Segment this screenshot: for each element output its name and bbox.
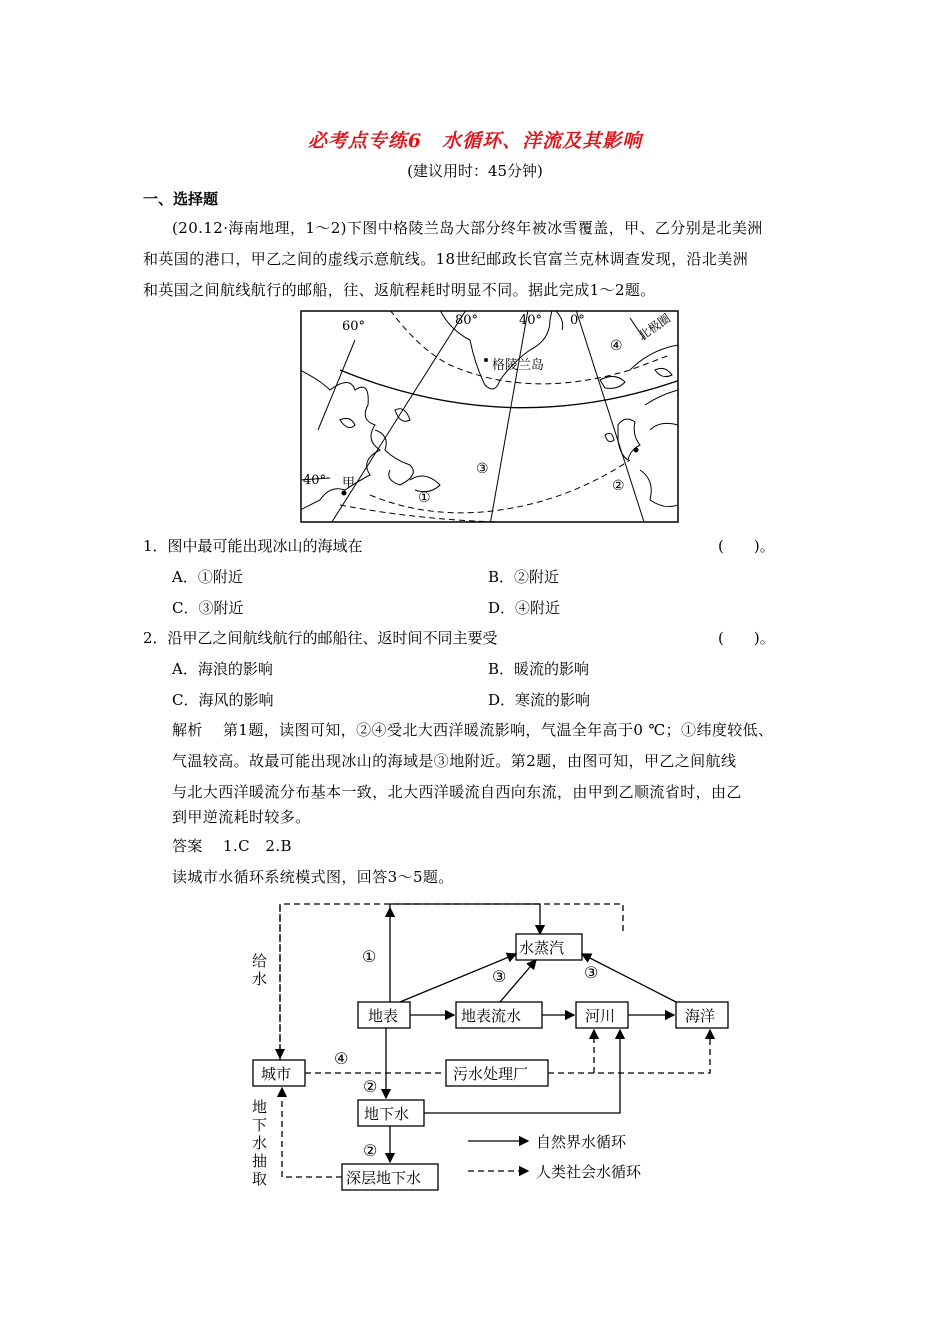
- intro-line-3: 和英国之间航线航行的邮船，往、返航程耗时明显不同。据此完成1～2题。: [143, 281, 656, 299]
- node-wastewater-plant: 污水处理厂: [453, 1065, 529, 1083]
- marker-2: ②: [612, 478, 625, 494]
- intro-2: 读城市水循环系统模式图，回答3～5题。: [172, 868, 454, 886]
- analysis-line-3: 与北大西洋暖流分布基本一致，北大西洋暖流自西向东流，由甲到乙顺流省时，由乙: [172, 783, 742, 801]
- answer-label: 答案: [172, 837, 203, 855]
- q1-option-c: C．③附近: [172, 599, 244, 617]
- mark-2b: ②: [363, 1141, 378, 1160]
- label-jia: 甲: [342, 476, 356, 491]
- analysis-line-1: 第1题，读图可知，②④受北大西洋暖流影响，气温全年高于0 ℃；①纬度较低、: [223, 721, 774, 739]
- north-atlantic-map: [300, 310, 680, 525]
- intro-line-1: (20.12·海南地理，1～2)下图中格陵兰岛大部分终年被冰雪覆盖，甲、乙分别是北美洲: [172, 219, 763, 237]
- label-lon0: 0°: [570, 313, 585, 328]
- node-deep-groundwater: 深层地下水: [346, 1169, 422, 1187]
- mark-4: ④: [334, 1049, 349, 1068]
- label-lon60: 60°: [342, 319, 366, 334]
- mark-3b: ③: [584, 963, 599, 982]
- analysis-line-2: 气温较高。故最可能出现冰山的海域是③地附近。第2题，由图可知，甲乙之间航线: [172, 752, 737, 770]
- urban-water-cycle-diagram: [240, 896, 740, 1196]
- label-greenland: 格陵兰岛: [492, 358, 545, 373]
- legend-human-cycle: 人类社会水循环: [536, 1163, 642, 1181]
- q2-option-d: D．寒流的影响: [488, 691, 591, 709]
- q1-option-d: D．④附近: [488, 599, 561, 617]
- label-arctic-circle: 北极圈: [635, 311, 674, 344]
- question-1-answer-blank: ( )。: [718, 537, 775, 555]
- node-river: 河川: [585, 1007, 616, 1025]
- q2-option-b: B．暖流的影响: [488, 660, 590, 678]
- page-title: 必考点专练6 水循环、洋流及其影响: [307, 130, 643, 152]
- node-city: 城市: [261, 1065, 292, 1083]
- label-pump-1: 地: [252, 1098, 268, 1116]
- mark-2a: ②: [363, 1077, 378, 1096]
- q2-option-c: C．海风的影响: [172, 691, 274, 709]
- q1-option-b: B．②附近: [488, 568, 560, 586]
- time-hint: (建议用时：45分钟): [407, 162, 543, 180]
- q2-option-a: A．海浪的影响: [172, 660, 273, 678]
- label-pump-5: 取: [252, 1170, 268, 1188]
- marker-3: ③: [476, 461, 489, 477]
- label-pump-2: 下: [252, 1116, 268, 1134]
- label-pump-3: 水: [252, 1134, 268, 1152]
- mark-3a: ③: [492, 967, 507, 986]
- node-runoff: 地表流水: [461, 1007, 522, 1025]
- question-1-stem: 1．图中最可能出现冰山的海域在: [143, 537, 363, 555]
- legend-natural-cycle: 自然界水循环: [536, 1133, 627, 1151]
- answer-text: 1.C 2.B: [223, 837, 292, 855]
- analysis-label: 解析: [172, 721, 203, 739]
- question-2-answer-blank: ( )。: [718, 629, 775, 647]
- mark-1: ①: [362, 947, 377, 966]
- marker-4: ④: [610, 338, 623, 354]
- label-lat40: 40°: [303, 473, 327, 488]
- node-vapor: 水蒸汽: [519, 939, 565, 957]
- label-water-supply-1: 给: [252, 952, 268, 970]
- marker-1: ①: [418, 490, 431, 506]
- node-surface: 地表: [368, 1007, 399, 1025]
- label-lon40: 40°: [519, 313, 543, 328]
- q1-option-a: A．①附近: [172, 568, 243, 586]
- analysis-line-4: 到甲逆流耗时较多。: [172, 808, 311, 826]
- node-ocean: 海洋: [685, 1007, 716, 1025]
- intro-line-2: 和英国的港口，甲乙之间的虚线示意航线。18世纪邮政长官富兰克林调查发现，沿北美洲: [143, 250, 749, 268]
- section-heading: 一、选择题: [143, 190, 219, 208]
- question-2-stem: 2．沿甲乙之间航线航行的邮船往、返时间不同主要受: [143, 629, 498, 647]
- label-water-supply-2: 水: [252, 970, 268, 988]
- label-lon80: 80°: [455, 313, 479, 328]
- label-pump-4: 抽: [252, 1152, 268, 1170]
- node-groundwater: 地下水: [364, 1105, 410, 1123]
